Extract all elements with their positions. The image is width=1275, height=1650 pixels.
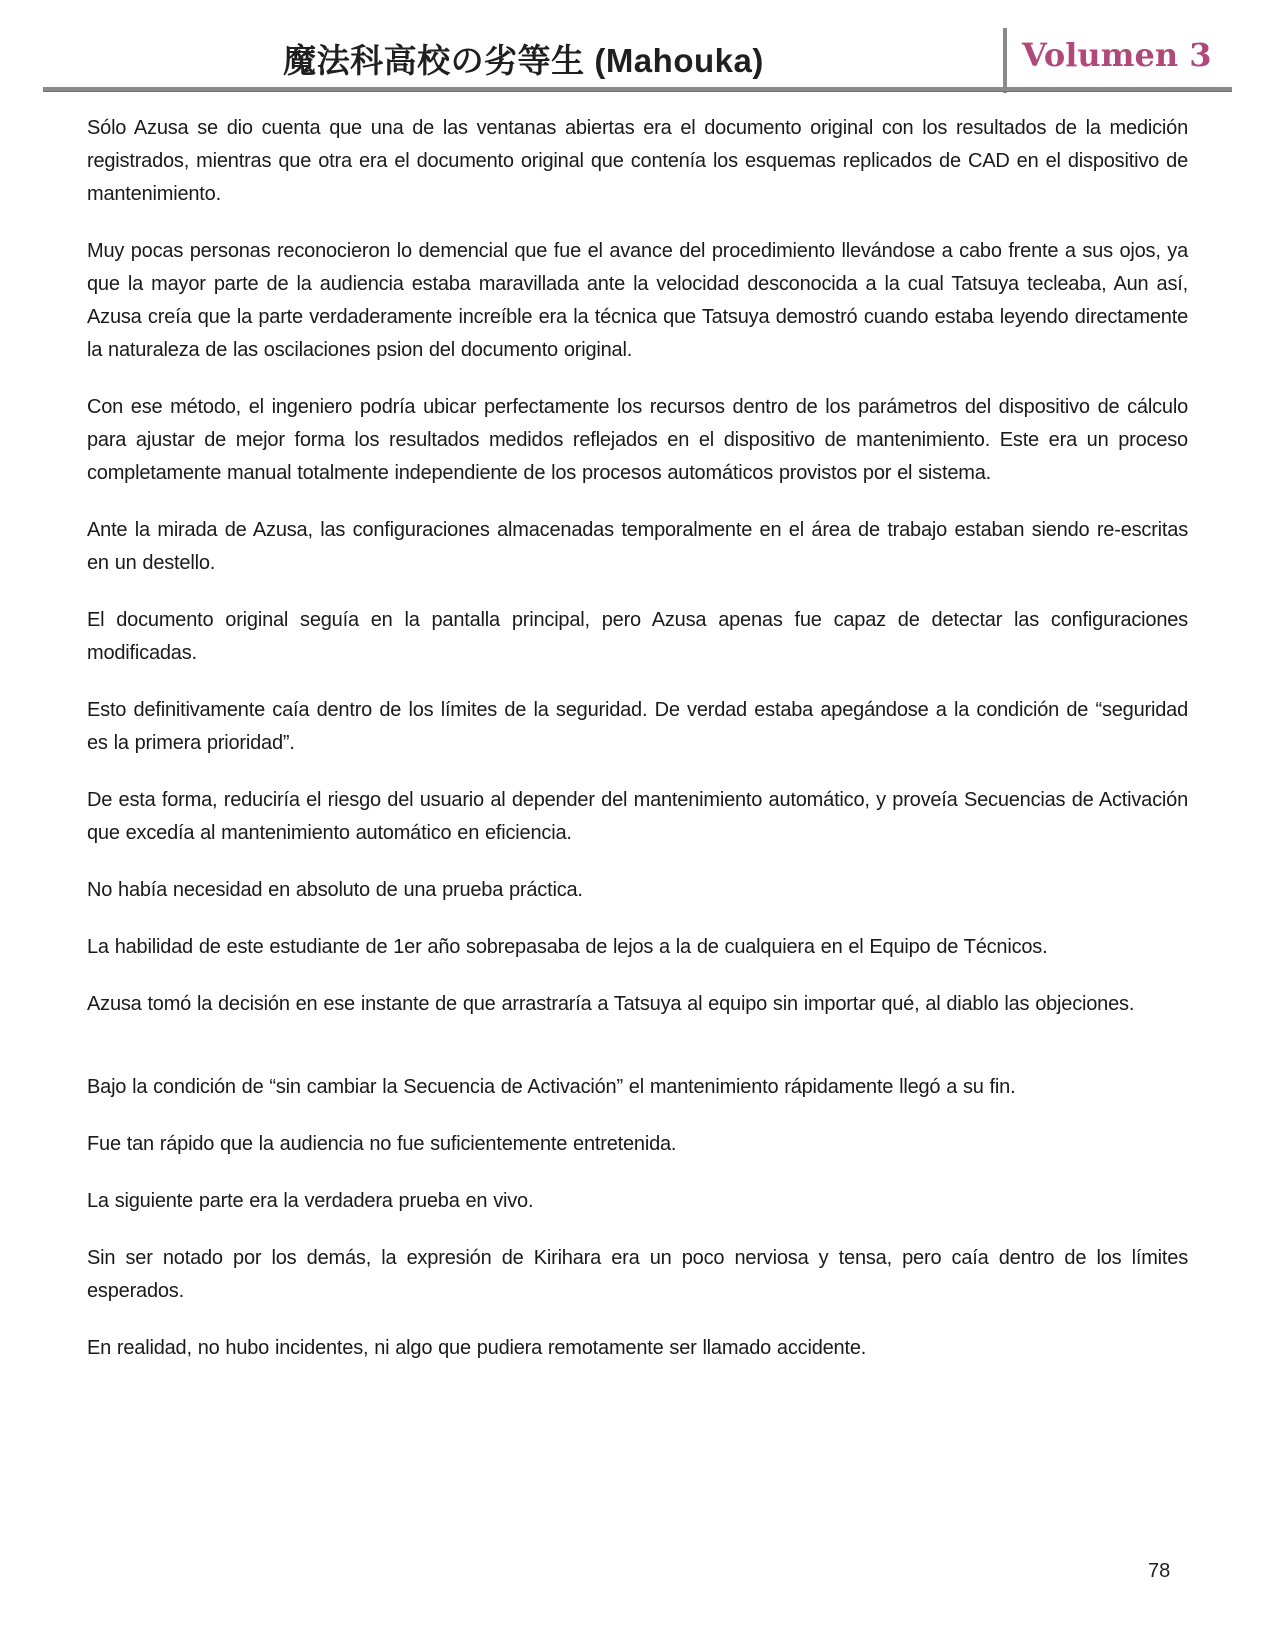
paragraph: Sólo Azusa se dio cuenta que una de las ventanas abiertas era el documento original con los resultados de la medición registrados, mientras que otra era el documento original que contenía los esquemas replicados de CAD en el dispositivo de mantenimiento. (87, 117, 1188, 205)
paragraph: Ante la mirada de Azusa, las configuraciones almacenadas temporalmente en el área de trabajo estaban siendo re-escritas en un destello. (87, 519, 1188, 574)
paragraph: De esta forma, reduciría el riesgo del usuario al depender del mantenimiento automático, y proveía Secuencias de Activación que excedía al mantenimiento automático en eficiencia. (87, 789, 1188, 844)
paragraph: Fue tan rápido que la audiencia no fue suficientemente entretenida. (87, 1133, 677, 1155)
page-header (0, 0, 1275, 93)
page-number: 78 (1148, 1560, 1171, 1582)
page-body (87, 112, 1188, 1389)
paragraph: No había necesidad en absoluto de una prueba práctica. (87, 879, 583, 901)
paragraph: Bajo la condición de “sin cambiar la Secuencia de Activación” el mantenimiento rápidamente llegó a su fin. (87, 1076, 1016, 1098)
paragraph: Azusa tomó la decisión en ese instante de que arrastraría a Tatsuya al equipo sin importar qué, al diablo las objeciones. (87, 993, 1135, 1015)
paragraph: Sin ser notado por los demás, la expresión de Kirihara era un poco nerviosa y tensa, pero caía dentro de los límites esperados. (87, 1247, 1188, 1302)
paragraph: El documento original seguía en la pantalla principal, pero Azusa apenas fue capaz de detectar las configuraciones modificadas. (87, 609, 1188, 664)
header-vertical-divider (1003, 28, 1007, 93)
paragraph: La siguiente parte era la verdadera prueba en vivo. (87, 1190, 534, 1212)
paragraph: Muy pocas personas reconocieron lo demencial que fue el avance del procedimiento llevándose a cabo frente a sus ojos, ya que la mayor parte de la audiencia estaba maravillada ante la velocidad desconocida a la cual Tatsuya tecleaba, Aun así, Azusa creía que la parte verdaderamente increíble era la técnica que Tatsuya demostró cuando estaba leyendo directamente la naturaleza de las oscilaciones psion del documento original. (87, 240, 1188, 361)
paragraph: Esto definitivamente caía dentro de los límites de la seguridad. De verdad estaba apegándose a la condición de “seguridad es la primera prioridad”. (87, 699, 1188, 754)
title-area (43, 0, 1004, 86)
document-title: 魔法科高校の劣等生 (Mahouka) (283, 42, 764, 79)
paragraph: La habilidad de este estudiante de 1er año sobrepasaba de lejos a la de cualquiera en el Equipo de Técnicos. (87, 936, 1048, 958)
paragraph: En realidad, no hubo incidentes, ni algo que pudiera remotamente ser llamado accidente. (87, 1337, 867, 1359)
volume-label: Volumen 3 (1022, 36, 1212, 74)
header-rule (43, 87, 1232, 92)
paragraph: Con ese método, el ingeniero podría ubicar perfectamente los recursos dentro de los parámetros del dispositivo de cálculo para ajustar de mejor forma los resultados medidos reflejados en el dispositivo de mantenimiento. Este era un proceso completamente manual totalmente independiente de los procesos automáticos provistos por el sistema. (87, 396, 1188, 484)
